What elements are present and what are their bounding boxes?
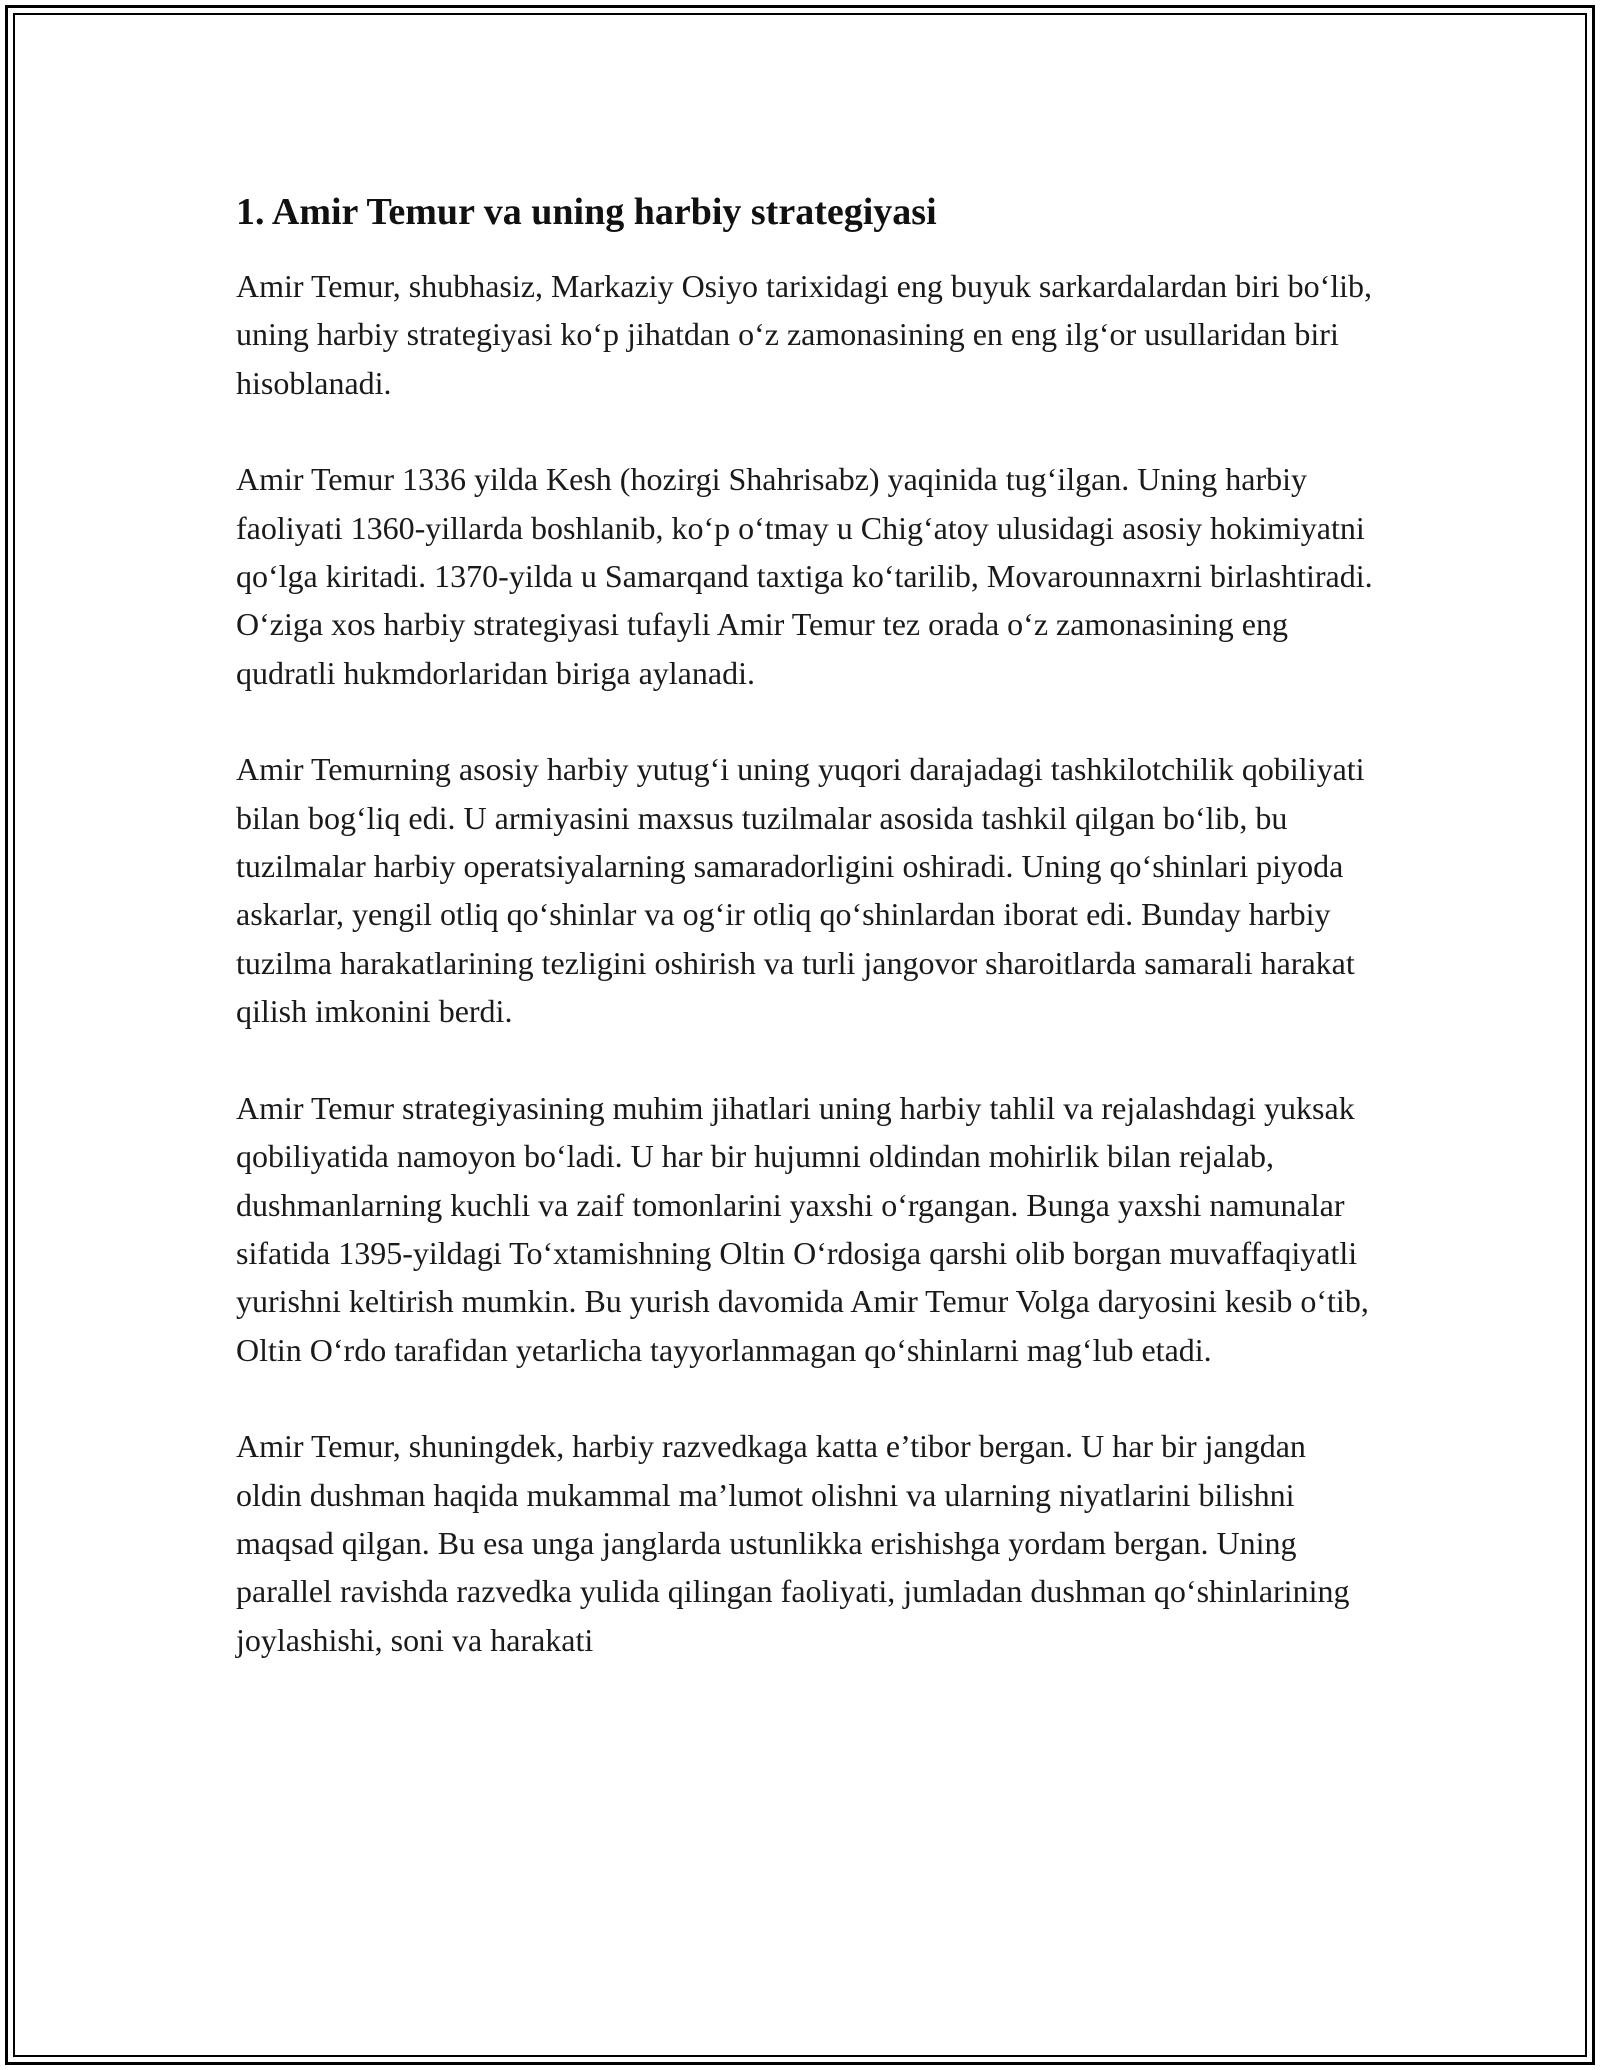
paragraph-2: Amir Temur 1336 yilda Kesh (hozirgi Shahrisabz) yaqinida tug‘ilgan. Uning harbiy faoliyati 1360-yillarda boshlanib, ko‘p o‘tmay u Chig‘atoy ulusidagi asosiy hokimiyatni qo‘lga kiritadi. 1370-yilda u Samarqand taxtiga ko‘tarilib, Movarounnaxrni birlashtiradi. O‘ziga xos harbiy strategiyasi tufayli Amir Temur tez orada o‘z zamonasining eng qudratli hukmdorlaridan biriga aylanadi. bbox=[236, 461, 1373, 691]
paragraph-4: Amir Temur strategiyasining muhim jihatlari uning harbiy tahlil va rejalashdagi yuksak qobiliyatida namoyon bo‘ladi. U har bir hujumni oldindan mohirlik bilan rejalab, dushmanlarning kuchli va zaif tomonlarini yaxshi o‘rgangan. Bunga yaxshi namunalar sifatida 1395-yildagi To‘xtamishning Oltin O‘rdosiga qarshi olib borgan muvaffaqiyatli yurishni keltirish mumkin. Bu yurish davomida Amir Temur Volga daryosini kesib o‘tib, Oltin O‘rdo tarafidan yetarlicha tayyorlanmagan qo‘shinlarni mag‘lub etadi. bbox=[236, 1089, 1369, 1368]
document-title: 1. Amir Temur va uning harbiy strategiyasi bbox=[236, 191, 937, 233]
paragraph-3: Amir Temurning asosiy harbiy yutug‘i uning yuqori darajadagi tashkilotchilik qobiliyati bilan bog‘liq edi. U armiyasini maxsus tuzilmalar asosida tashkil qilgan bo‘lib, bu tuzilmalar harbiy operatsiyalarning samaradorligini oshiradi. Uning qo‘shinlari piyoda askarlar, yengil otliq qo‘shinlar va og‘ir otliq qo‘shinlardan iborat edi. Bunday harbiy tuzilma harakatlarining tezligini oshirish va turli jangovor sharoitlarda samarali harakat qilish imkonini berdi. bbox=[236, 751, 1365, 1030]
document-body bbox=[236, 188, 1378, 1712]
paragraph-5: Amir Temur, shuningdek, harbiy razvedkaga katta e’tibor bergan. U har bir jangdan oldin dushman haqida mukammal ma’lumot olishni va ularning niyatlarini bilishni maqsad qilgan. Bu esa unga janglarda ustunlikka erishishga yordam bergan. Uning parallel ravishda razvedka yulida qilingan faoliyati, jumladan dushman qo‘shinlarining joylashishi, soni va harakati bbox=[236, 1428, 1350, 1658]
paragraph-1: Amir Temur, shubhasiz, Markaziy Osiyo tarixidagi eng buyuk sarkardalardan biri bo‘lib, uning harbiy strategiyasi ko‘p jihatdan o‘z zamonasining en eng ilg‘or usullaridan biri hisoblanadi. bbox=[236, 268, 1373, 401]
